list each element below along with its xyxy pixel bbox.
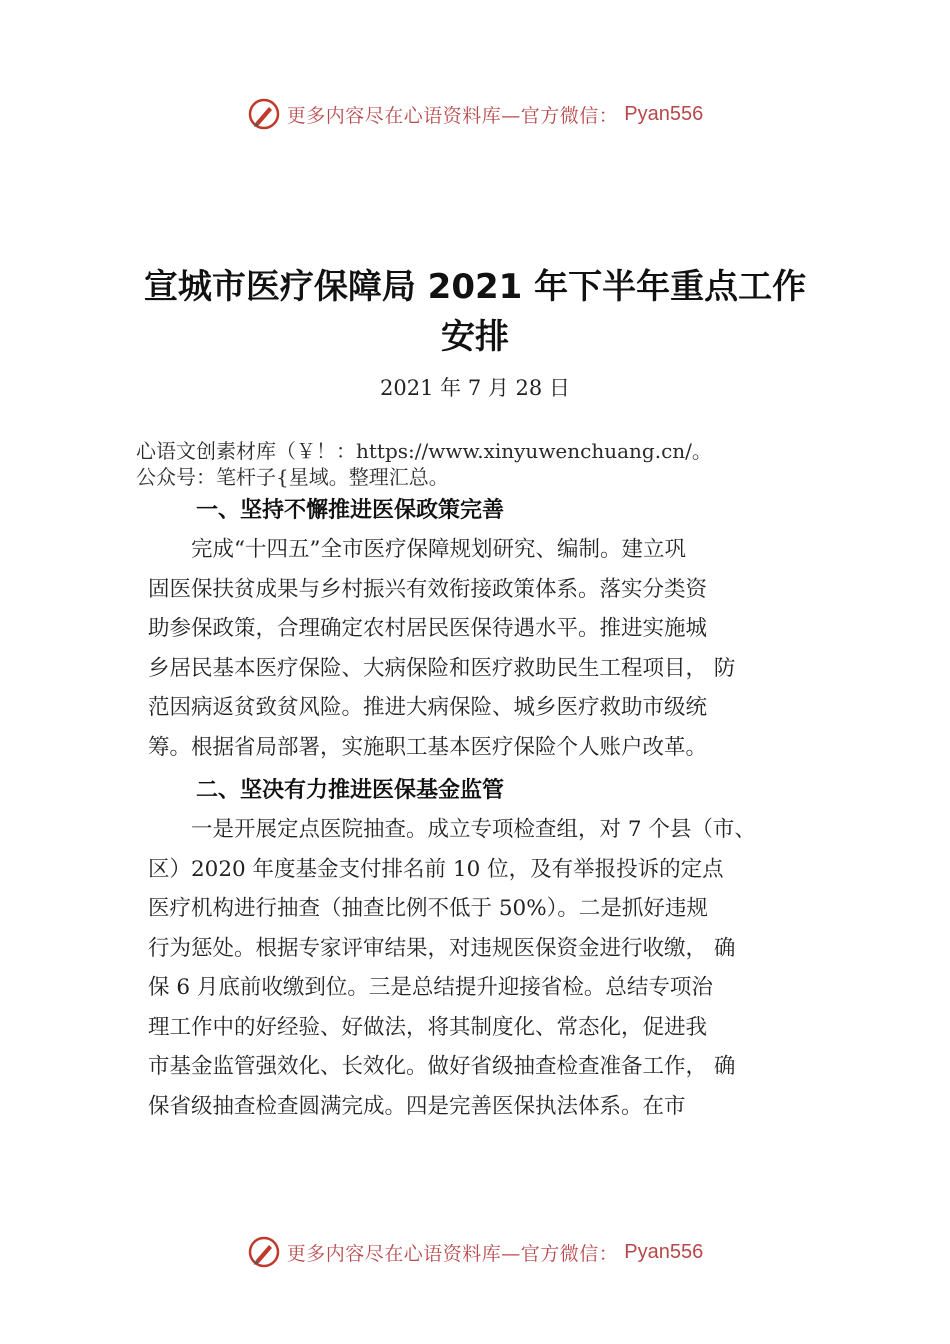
pen-logo-icon: [247, 1235, 281, 1269]
body-line: 助参保政策，合理确定农村居民医保待遇水平。推进实施城: [148, 616, 708, 641]
watermark-wechat-id: Pyan556: [624, 102, 704, 125]
body-line: 固医保扶贫成果与乡村振兴有效衔接政策体系。落实分类资: [148, 576, 708, 602]
section-heading-2: 二、坚决有力推进医保基金监管: [196, 778, 505, 803]
watermark-text: 更多内容尽在心语资料库—官方微信：: [286, 1242, 619, 1265]
pen-logo-icon: [247, 97, 281, 131]
body-line: 保省级抽查检查圆满完成。四是完善医保执法体系。在市: [148, 1093, 686, 1119]
body-line: 保 6 月底前收缴到位。三是总结提升迎接省检。总结专项治: [148, 975, 713, 1000]
body-line: 范因病返贫致贫风险。推进大病保险、城乡医疗救助市级统: [148, 695, 708, 720]
body-line: 区）2020 年度基金支付排名前 10 位，及有举报投诉的定点: [148, 856, 724, 882]
document-title: [100, 262, 850, 362]
watermark-text: 更多内容尽在心语资料库—官方微信：: [286, 104, 619, 127]
section-body-1: [148, 530, 820, 767]
body-line: 行为惩处。根据专家评审结果，对违规医保资金进行收缴， 确: [148, 935, 736, 961]
source-line-2: 公众号：笔杆子{星域。整理汇总。: [136, 465, 449, 489]
document-date: 2021 年 7 月 28 日: [380, 376, 570, 400]
watermark-wechat-id: Pyan556: [624, 1240, 704, 1263]
body-line: 理工作中的好经验、好做法，将其制度化、常态化，促进我: [148, 1014, 708, 1040]
body-line: 完成“十四五”全市医疗保障规划研究、编制。建立巩: [148, 537, 686, 562]
source-note: [136, 438, 836, 490]
header-watermark: [0, 94, 950, 134]
title-line-1: 宣城市医疗保障局 2021 年下半年重点工作: [143, 267, 807, 307]
section-heading-1: 一、坚持不懈推进医保政策完善: [196, 498, 505, 523]
title-line-2: 安排: [441, 317, 509, 357]
body-line: 一是开展定点医院抽查。成立专项检查组，对 7 个县（市、: [148, 817, 756, 842]
source-line-1: 心语文创素材库（￥！：https://www.xinyuwenchuang.cn/。: [136, 439, 712, 463]
section-body-2: [148, 810, 820, 1126]
footer-watermark: [0, 1232, 950, 1272]
body-line: 乡居民基本医疗保险、大病保险和医疗救助民生工程项目， 防: [148, 655, 736, 681]
body-line: 市基金监管强效化、长效化。做好省级抽查检查准备工作， 确: [148, 1054, 736, 1079]
body-line: 医疗机构进行抽查（抽查比例不低于 50%）。二是抓好违规: [148, 896, 708, 921]
body-line: 筹。根据省局部署，实施职工基本医疗保险个人账户改革。: [148, 734, 708, 760]
